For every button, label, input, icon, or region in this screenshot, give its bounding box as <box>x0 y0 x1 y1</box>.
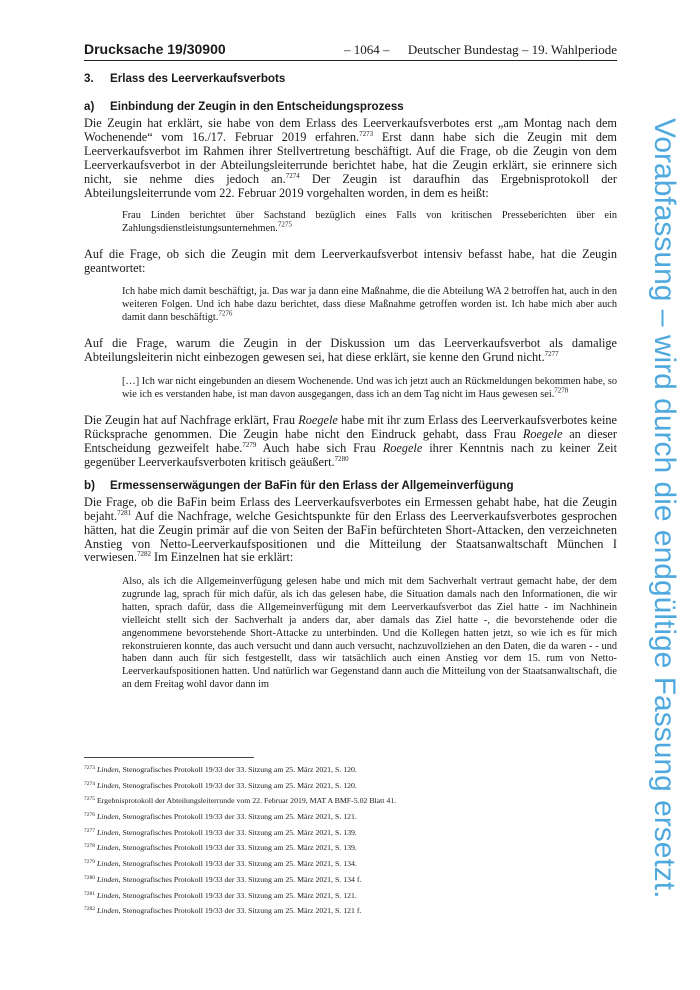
header-rule <box>84 60 617 61</box>
footnote: $^{7274}$ Linden, Stenografisches Protokoll 19/33 der 33. Sitzung am 25. März 2021, S. 120. <box>84 780 357 790</box>
footnote: $^{7281}$ Linden, Stenografisches Protokoll 19/33 der 33. Sitzung am 25. März 2021, S. 121. <box>84 890 357 900</box>
page-number: – 1064 – <box>344 42 390 57</box>
footnote-ref: 7275 <box>277 220 292 229</box>
footnote-rule <box>84 757 254 758</box>
main-content <box>84 72 617 692</box>
footnote: $^{7275}$ Ergebnisprotokoll der Abteilungsleiterrunde vom 22. Februar 2019, MAT A BMF-5.02 Blatt 41. <box>84 796 397 806</box>
paragraph: Auf die Frage, warum die Zeugin in der Diskussion um das Leerverkaufsverbot als damalige Abteilungsleiterin nicht einbezogen gewesen sei, hat diese erklärt, sie kenne den Grund nicht.$^{7277}$ <box>84 336 617 365</box>
page-header <box>84 41 617 61</box>
section-heading: 3. Erlass des Leerverkaufsverbots <box>84 72 286 85</box>
footnote: $^{7280}$ Linden, Stenografisches Protokoll 19/33 der 33. Sitzung am 25. März 2021, S. 134 f. <box>84 874 362 884</box>
footnote-ref: 7279 <box>242 440 257 449</box>
block-quote: […] Ich war nicht eingebunden an diesem Wochenende. Und was ich jetzt auch an Rückmeldungen bekommen habe, so wie ich es verstanden habe, ist man davon ausgegangen, dass ich an dem Tag nicht im Haus gewesen sei.$^{7278}$ <box>122 376 617 400</box>
footnote-ref: 7277 <box>544 350 559 359</box>
parliament-label: Deutscher Bundestag – 19. Wahlperiode <box>407 42 617 57</box>
footnote: $^{7278}$ Linden, Stenografisches Protokoll 19/33 der 33. Sitzung am 25. März 2021, S. 139. <box>84 843 357 853</box>
subsection-heading-b: b) Ermessenserwägungen der BaFin für den Erlass der Allgemeinverfügung <box>84 478 514 492</box>
footnote: $^{7279}$ Linden, Stenografisches Protokoll 19/33 der 33. Sitzung am 25. März 2021, S. 134. <box>84 859 357 869</box>
document-number: Drucksache 19/30900 <box>84 41 226 57</box>
block-quote: Ich habe mich damit beschäftigt, ja. Das war ja dann eine Maßnahme, die die Abteilung WA 2 betroffen hat, auch in den weiteren Folgen. Und ich habe dazu berichtet, dass diese Maßnahme getroffen worden ist. Ich habe mich aber auch damit dann beschäftigt.$^{7276}$ <box>122 286 617 323</box>
footnote-ref: 7276 <box>218 309 233 318</box>
footnote-ref: 7278 <box>554 386 569 395</box>
block-quote: Also, als ich die Allgemeinverfügung gelesen habe und mich mit dem Sachverhalt vertraut gemacht habe, der dem zugrunde lag, sprach für mich dafür, als ich das gelesen habe, die Situation damals nach den Informationen, die wir hatten, sprach dafür, dass die Allgemeinverfügung mit dem Leerverkaufsverbot das Ziel hatte - im Nachhinein vielleicht stellt sich der Sachverhalt ja anders dar, aber damals das Ziel hatte -, die bevorstehende oder die angenommene bevorstehende Short-Attacke zu unterbinden. Und die Kollegen hatten jetzt, so wie ich es für mich rekonstruieren konnte, das auch versucht und dann auch versucht, nachzuvollziehen an den Daten, die da waren - - und haben dann auch für sich festgestellt, dass wir tatsächlich auch einen Anstieg vor dem 15. rum von Netto-Leerverkaufspositionen hatten. Und natürlich war Gegenstand dann auch die Mitteilung von der Staatsanwaltschaft, die an dem Freitag wohl davor dann im <box>122 576 617 691</box>
paragraph: Die Zeugin hat erklärt, sie habe von dem Erlass des Leerverkaufsverbotes erst „am Montag nach dem Wochenende“ vom 16./17. Februar 2019 erfahren.$^{7273}$ Erst dann habe sich die Zeugin mit dem Leerverkaufsverbot im Rahmen ihrer Stellvertretung beschäftigt. Auf die Frage, ob die Zeugin von dem Leerverkaufsverbot in der Abteilungsleiterrunde berichtet habe, hat die Zeugin erklärt, sie erinnere sich nicht, sie nehme dies jedoch an.$^{7274}$ Der Zeugin ist daraufhin das Ergebnisprotokoll der Abteilungsleiterrunde vom 22. Februar 2019 vorgehalten worden, in dem es heißt: <box>84 116 617 200</box>
footnote-ref: 7273 <box>359 129 374 138</box>
subsection-heading-a: a) Einbindung der Zeugin in den Entscheidungsprozess <box>84 100 404 113</box>
paragraph: Die Zeugin hat auf Nachfrage erklärt, Frau Roegele habe mit ihr zum Erlass des Leerverkaufsverbotes keine Rücksprache genommen. Die Zeugin habe nicht den Eindruck gehabt, dass Frau Roegele an dieser Entscheidung gezweifelt habe.$^{7279}$ Auch habe sich Frau Roegele ihrer Kenntnis nach zu keiner Zeit gegenüber Leerverkaufsverboten kritisch geäußert.$^{7280}$ <box>84 413 618 469</box>
footnote: $^{7273}$ Linden, Stenografisches Protokoll 19/33 der 33. Sitzung am 25. März 2021, S. 120. <box>84 765 357 774</box>
footnote: $^{7277}$ Linden, Stenografisches Protokoll 19/33 der 33. Sitzung am 25. März 2021, S. 139. <box>84 827 357 837</box>
paragraph: Auf die Frage, ob sich die Zeugin mit dem Leerverkaufsverbot intensiv befasst habe, hat die Zeugin geantwortet: <box>84 246 617 275</box>
footnote-ref: 7281 <box>117 508 132 517</box>
footnote-ref: 7274 <box>285 171 300 180</box>
footnotes <box>84 762 617 919</box>
block-quote: Frau Linden berichtet über Sachstand bezüglich eines Falls von kritischen Presseberichten über ein Zahlungsdienstleistungsunternehmen.$^{7275}$ <box>122 210 617 235</box>
footnote: $^{7276}$ Linden, Stenografisches Protokoll 19/33 der 33. Sitzung am 25. März 2021, S. 121. <box>84 812 357 822</box>
footnote: $^{7282}$ Linden, Stenografisches Protokoll 19/33 der 33. Sitzung am 25. März 2021, S. 121 f. <box>84 906 362 916</box>
footnote-ref: 7280 <box>334 454 349 463</box>
paragraph: Die Frage, ob die BaFin beim Erlass des Leerverkaufsverbotes ein Ermessen gehabt habe, hat die Zeugin bejaht.$^{7281}$ Auf die Nachfrage, welche Gesichtspunkte für den Erlass des Leerverkaufsverbotes gesprochen hätten, hat die Zeugin primär auf die von Seiten der BaFin befürchteten Short-Attacken, den verzeichneten Anstieg von Netto-Leerverkaufspositionen und die Mitteilung der Staatsanwaltschaft München I verwiesen.$^{7282}$ Im Einzelnen hat sie erklärt: <box>84 494 617 565</box>
footnote-ref: 7282 <box>136 550 151 559</box>
preliminary-version-watermark: Vorabfassung – wird durch die endgültige Fassung ersetzt. <box>648 118 681 899</box>
